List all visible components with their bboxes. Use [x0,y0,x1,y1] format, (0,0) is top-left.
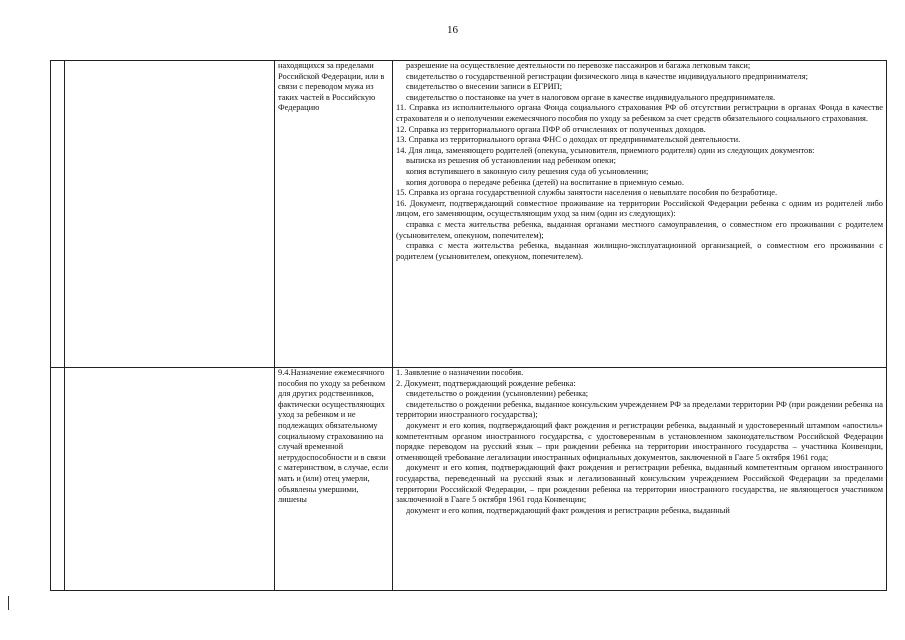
document-item: свидетельство о рождении (усыновлении) ребенка; [406,389,589,399]
document-item: копия договора о передаче ребенка (детей) на воспитание в приемную семью. [406,177,684,187]
number-cell [51,368,65,591]
document-item: копия вступившего в законную силу решения суда об усыновлении; [406,166,649,176]
document-item: 11. Справка из исполнительного органа Фонда социального страхования РФ об отсутствии регистрации в органах Фонда в качестве страхователя и о неполучении ежемесячного пособия по уходу за ребенком за счет средств обязательного социального страхования. [396,103,883,123]
document-item: справка с места жительства ребенка, выданная органами местного самоуправления, о совместном его проживании с родителем (усыновителем, опекуном, попечителем); [396,219,883,240]
document-item: справка с места жительства ребенка, выданная жилищно-эксплуатационной организацией, о совместном его проживании с родителем (усыновителем, опекуном, попечителем). [396,241,883,261]
document-item: документ и его копия, подтверждающий факт рождения и регистрации ребенка, выданный и удостоверенный штампом «апостиль» компетентным органом иностранного государства, с удостоверенным в установленном законодательством Российской Федерации порядке переводом на русский язык – при рождении ребенка на территории иностранного государства – участника Конвенции, отменяющей требование легализации иностранных официальных документов, заключенной в Гааге 5 октября 1961 года; [396,420,883,462]
table-row [51,61,887,368]
document-item: свидетельство о государственной регистрации физического лица в качестве индивидуального предпринимателя; [406,71,808,81]
number-cell [51,61,65,368]
document-item: 1. Заявление о назначении пособия. [396,368,524,377]
document-item: документ и его копия, подтверждающий факт рождения и регистрации ребенка, выданный компетентным органом иностранного государства, переведенный на русский язык и легализованный консульским учреждением Российской Федерации за пределами территории Российской Федерации, – при рождении ребенка на территории иностранного государства, не являющегося участником заключенной в Гааге 5 октября 1961 года Конвенции; [396,463,883,505]
services-table [50,60,887,591]
service-name-cell: находящихся за пределами Российской Федерации, или в связи с переводом мужа из таких частей в Российскую Федерацию [275,61,393,368]
document-item: выписка из решения об установлении над ребенком опеки; [406,156,616,166]
document-item: 12. Справка из территориального органа ПФР об отчислениях от полученных доходов. [396,124,706,134]
document-item: свидетельство о рождении ребенка, выданное консульским учреждением РФ за пределами территории РФ (при рождении ребенка на территории иностранного государства); [396,399,883,420]
document-item: 13. Справка из территориального органа ФНС о доходах от предпринимательской деятельности. [396,135,741,145]
table-row [51,368,887,591]
empty-cell [65,61,275,368]
documents-cell [393,368,887,591]
margin-mark [8,596,9,610]
service-name-cell: 9.4.Назначение ежемесячного пособия по уходу за ребенком для других родственников, фактически осуществляющих уход за ребенком и не подлежащих обязательному социальному страхованию на случай временной нетрудоспособности и в связи с материнством, в случае, если мать и (или) отец умерли, объявлены умершими, лишены [275,368,393,591]
document-item: 16. Документ, подтверждающий совместное проживание на территории Российской Федерации ребенка с одним из родителей либо лицом, его заменяющим, осуществляющим уход за ним (один из следующих): [396,198,883,219]
page-number: 16 [447,24,458,36]
document-item: разрешение на осуществление деятельности по перевозке пассажиров и багажа легковым такси; [406,61,751,70]
empty-cell [65,368,275,591]
document-item: свидетельство о внесении записи в ЕГРИП; [406,82,563,92]
document-item: 2. Документ, подтверждающий рождение ребенка: [396,378,576,388]
document-item: документ и его копия, подтверждающий факт рождения и регистрации ребенка, выданный [406,505,730,515]
documents-cell [393,61,887,368]
document-item: 14. Для лица, заменяющего родителей (опекуна, усыновителя, приемного родителя) один из следующих документов: [396,145,815,155]
document-item: свидетельство о постановке на учет в налоговом органе в качестве индивидуального предпринимателя. [406,92,776,102]
document-item: 15. Справка из органа государственной службы занятости населения о невыплате пособия по безработице. [396,188,778,198]
